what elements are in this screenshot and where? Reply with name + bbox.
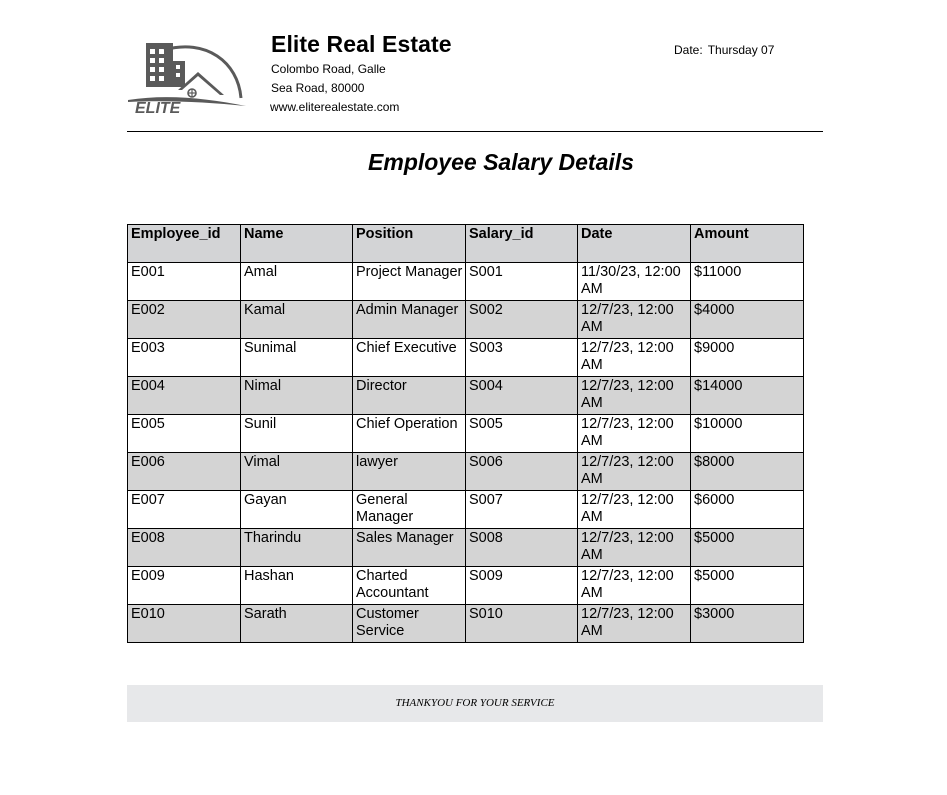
cell-name: Nimal [241,377,353,415]
date-label: Date: [674,43,703,57]
cell-employee-id: E009 [128,567,241,605]
cell-date: 12/7/23, 12:00 AM [578,339,691,377]
report-date [674,43,774,57]
cell-amount: $4000 [691,301,804,339]
cell-position: Project Manager [353,263,466,301]
address-line-1: Colombo Road, Galle [271,62,386,76]
cell-amount: $11000 [691,263,804,301]
cell-name: Sarath [241,605,353,643]
cell-employee-id: E003 [128,339,241,377]
header-divider [127,131,823,132]
cell-amount: $8000 [691,453,804,491]
cell-date: 12/7/23, 12:00 AM [578,453,691,491]
cell-name: Tharindu [241,529,353,567]
column-header-position: Position [353,225,466,263]
cell-position: Chief Operation [353,415,466,453]
cell-name: Hashan [241,567,353,605]
cell-name: Gayan [241,491,353,529]
cell-employee-id: E007 [128,491,241,529]
column-header-name: Name [241,225,353,263]
column-header-employee-id: Employee_id [128,225,241,263]
cell-employee-id: E008 [128,529,241,567]
cell-salary-id: S010 [466,605,578,643]
cell-employee-id: E002 [128,301,241,339]
cell-amount: $10000 [691,415,804,453]
cell-salary-id: S008 [466,529,578,567]
cell-date: 12/7/23, 12:00 AM [578,567,691,605]
cell-amount: $5000 [691,529,804,567]
table-row [128,377,804,415]
cell-name: Kamal [241,301,353,339]
company-logo [126,40,250,118]
table-row [128,605,804,643]
cell-employee-id: E006 [128,453,241,491]
cell-amount: $3000 [691,605,804,643]
cell-date: 12/7/23, 12:00 AM [578,301,691,339]
cell-date: 12/7/23, 12:00 AM [578,529,691,567]
logo-text: ELITE [135,100,181,117]
cell-date: 11/30/23, 12:00 AM [578,263,691,301]
cell-position: Admin Manager [353,301,466,339]
table-row [128,453,804,491]
cell-employee-id: E005 [128,415,241,453]
cell-salary-id: S005 [466,415,578,453]
cell-amount: $6000 [691,491,804,529]
salary-table [127,224,804,643]
cell-position: General Manager [353,491,466,529]
cell-date: 12/7/23, 12:00 AM [578,605,691,643]
column-header-salary-id: Salary_id [466,225,578,263]
table-row [128,415,804,453]
address-line-2: Sea Road, 80000 [271,81,365,95]
cell-amount: $14000 [691,377,804,415]
cell-date: 12/7/23, 12:00 AM [578,377,691,415]
table-row [128,263,804,301]
cell-salary-id: S006 [466,453,578,491]
cell-name: Sunil [241,415,353,453]
cell-name: Sunimal [241,339,353,377]
cell-position: lawyer [353,453,466,491]
column-header-amount: Amount [691,225,804,263]
company-name: Elite Real Estate [271,31,452,57]
table-header-row [128,225,804,263]
cell-name: Vimal [241,453,353,491]
cell-salary-id: S004 [466,377,578,415]
footer-banner: THANKYOU FOR YOUR SERVICE [127,685,823,722]
cell-position: Charted Accountant [353,567,466,605]
cell-position: Customer Service [353,605,466,643]
cell-salary-id: S007 [466,491,578,529]
column-header-date: Date [578,225,691,263]
building-house-icon [146,43,224,97]
table-row [128,301,804,339]
cell-date: 12/7/23, 12:00 AM [578,415,691,453]
table-row [128,567,804,605]
cell-amount: $9000 [691,339,804,377]
cell-date: 12/7/23, 12:00 AM [578,491,691,529]
cell-employee-id: E004 [128,377,241,415]
cell-employee-id: E001 [128,263,241,301]
cell-salary-id: S003 [466,339,578,377]
cell-name: Amal [241,263,353,301]
cell-position: Director [353,377,466,415]
cell-salary-id: S002 [466,301,578,339]
cell-employee-id: E010 [128,605,241,643]
cell-amount: $5000 [691,567,804,605]
cell-salary-id: S001 [466,263,578,301]
cell-salary-id: S009 [466,567,578,605]
table-row [128,491,804,529]
cell-position: Sales Manager [353,529,466,567]
date-value: Thursday 07 [707,43,775,57]
report-title: Employee Salary Details [368,149,634,175]
company-website: www.eliterealestate.com [270,100,400,114]
cell-position: Chief Executive [353,339,466,377]
table-row [128,339,804,377]
table-row [128,529,804,567]
